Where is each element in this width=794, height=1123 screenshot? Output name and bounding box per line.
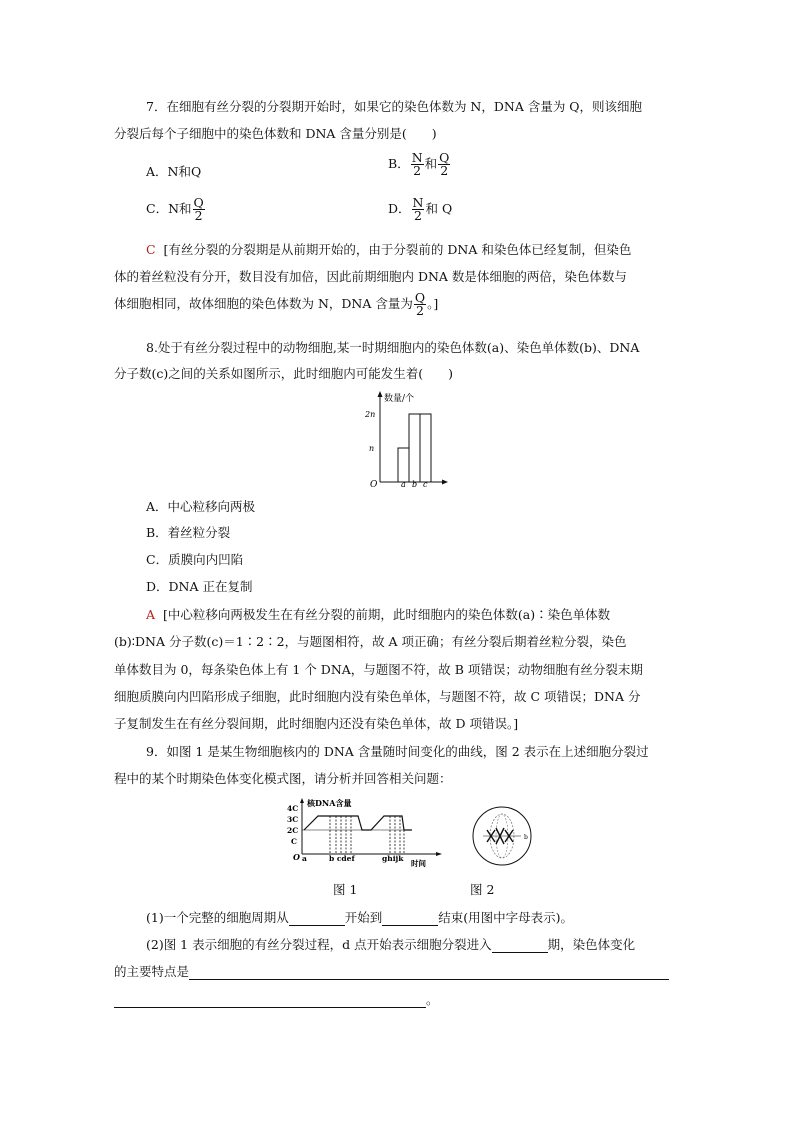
fig1-xlabel-ghijk: ghijk bbox=[382, 854, 404, 863]
q7-stem-line2: 分裂后每个子细胞中的染色体数和 DNA 含量分别是( ) bbox=[114, 126, 437, 141]
fig1-origin: O bbox=[293, 852, 300, 862]
q8-option-d: D．DNA 正在复制 bbox=[146, 579, 253, 594]
x-tick-label-b: b bbox=[412, 480, 418, 488]
q8-explanation-line4: 细胞质膜向内凹陷形成子细胞，此时细胞内没有染色单体，与题图不符，故 C 项错误；DNA 分 bbox=[114, 689, 641, 704]
q9-figure-1-caption: 图 1 bbox=[333, 882, 358, 897]
x-tick-label-a: a bbox=[401, 480, 406, 488]
q8-option-a: A．中心粒移向两极 bbox=[146, 499, 256, 514]
fig1-ytick-c: C bbox=[291, 837, 297, 846]
q8-explanation-line3: 单体数目为 0，每条染色体上有 1 个 DNA，与题图不符，故 B 项错误；动物细胞有丝分裂末期 bbox=[114, 662, 643, 677]
bar-a bbox=[398, 448, 409, 482]
fig1-xlabel-a: a bbox=[302, 854, 307, 863]
blank-features-2[interactable] bbox=[114, 992, 426, 1008]
q8-stem-line2: 分子数(c)之间的关系如图所示，此时细胞内可能发生着( ) bbox=[114, 366, 454, 381]
q8-explanation-line2: (b)∶DNA 分子数(c)＝1∶2∶2，与题图相符，故 A 项正确；有丝分裂后期着丝粒分裂，染色 bbox=[114, 634, 627, 649]
q9-sub2-line3: 。 bbox=[114, 990, 439, 1008]
blank-start[interactable] bbox=[289, 910, 345, 926]
y-axis-arrow bbox=[378, 391, 383, 397]
q9-figure-1 bbox=[280, 796, 450, 868]
blank-end[interactable] bbox=[382, 910, 438, 926]
q7-answer: C bbox=[146, 242, 156, 257]
fig1-dna-curve bbox=[304, 816, 412, 830]
fig1-xaxis-label: 时间 bbox=[411, 859, 426, 868]
bar-c bbox=[420, 414, 431, 482]
q8-explanation-line1: A [中心粒移向两极发生在有丝分裂的前期，此时细胞内的染色体数(a)∶染色单体数 bbox=[146, 607, 611, 622]
origin-label: O bbox=[370, 480, 378, 488]
q7-explanation-line1: C [有丝分裂的分裂期是从前期开始的，由于分裂前的 DNA 和染色体已经复制，但染色 bbox=[146, 242, 632, 257]
q9-figure-2-caption: 图 2 bbox=[470, 882, 495, 897]
q8-answer: A bbox=[146, 607, 156, 622]
q7-explanation-line3: 体细胞相同，故体细胞的染色体数为 N，DNA 含量为 $\frac{Q}{2}$ 。] bbox=[114, 290, 439, 318]
y-tick-label-2n: 2n bbox=[365, 410, 376, 419]
q7-option-a: A．N和Q bbox=[146, 164, 202, 179]
q8-option-c: C．质膜向内凹陷 bbox=[146, 552, 244, 567]
x-axis-arrow bbox=[442, 480, 448, 485]
blank-phase[interactable] bbox=[492, 937, 548, 953]
q8-option-b: B．着丝粒分裂 bbox=[146, 525, 231, 540]
q8-bar-chart bbox=[362, 388, 452, 488]
fig1-ytick-4c: 4C bbox=[287, 804, 299, 813]
fig1-ytick-3c: 3C bbox=[287, 815, 299, 824]
q7-explanation-line2: 体的着丝粒没有分开，数目没有加倍，因此前期细胞内 DNA 数是体细胞的两倍，染色体数与 bbox=[114, 269, 627, 284]
q8-stem-line1: 8.处于有丝分裂过程中的动物细胞,某一时期细胞内的染色体数(a)、染色单体数(b)、DNA bbox=[146, 340, 640, 355]
fig2-pole-label: b bbox=[524, 834, 528, 841]
fig1-y-axis-arrow bbox=[300, 798, 304, 803]
fig1-ytick-2c: 2C bbox=[287, 826, 299, 835]
y-tick-label-n: n bbox=[369, 444, 375, 453]
x-tick-label-c: c bbox=[423, 480, 428, 488]
y-axis-label: 数量/个 bbox=[384, 394, 415, 404]
q9-sub2-line2: 的主要特点是 bbox=[114, 962, 669, 980]
q7-stem-line1: 7．在细胞有丝分裂的分裂期开始时，如果它的染色体数为 N，DNA 含量为 Q，则该细胞 bbox=[146, 99, 643, 114]
q9-stem-line2: 程中的某个时期染色体变化模式图，请分析并回答相关问题： bbox=[114, 771, 452, 786]
q8-explanation-line5: 子复制发生在有丝分裂间期，此时细胞内还没有染色单体，故 D 项错误。] bbox=[114, 716, 519, 731]
q9-figure-2-cell bbox=[470, 804, 534, 868]
fig1-title: 核DNA含量 bbox=[307, 798, 352, 808]
q9-stem-line1: 9．如图 1 是某生物细胞核内的 DNA 含量随时间变化的曲线，图 2 表示在上述细胞分裂过 bbox=[146, 744, 649, 759]
q9-sub2-line1: (2)图 1 表示细胞的有丝分裂过程，d 点开始表示细胞分裂进入 期，染色体变化 bbox=[146, 937, 636, 952]
bar-b bbox=[409, 414, 420, 482]
blank-features-1[interactable] bbox=[189, 964, 669, 980]
q7-option-d: D． $\frac{N}{2}$ 和 Q bbox=[388, 195, 453, 223]
fig1-x-axis-arrow bbox=[436, 852, 442, 856]
q7-option-b: B． $\frac{N}{2}$ 和 $\frac{Q}{2}$ bbox=[388, 150, 450, 178]
q9-sub1: (1)一个完整的细胞周期从 开始到 结束(用图中字母表示)。 bbox=[146, 910, 573, 925]
fig1-xlabel-bcdef: b cdef bbox=[329, 854, 355, 863]
q7-option-c: C．N和 $\frac{Q}{2}$ bbox=[146, 195, 204, 223]
